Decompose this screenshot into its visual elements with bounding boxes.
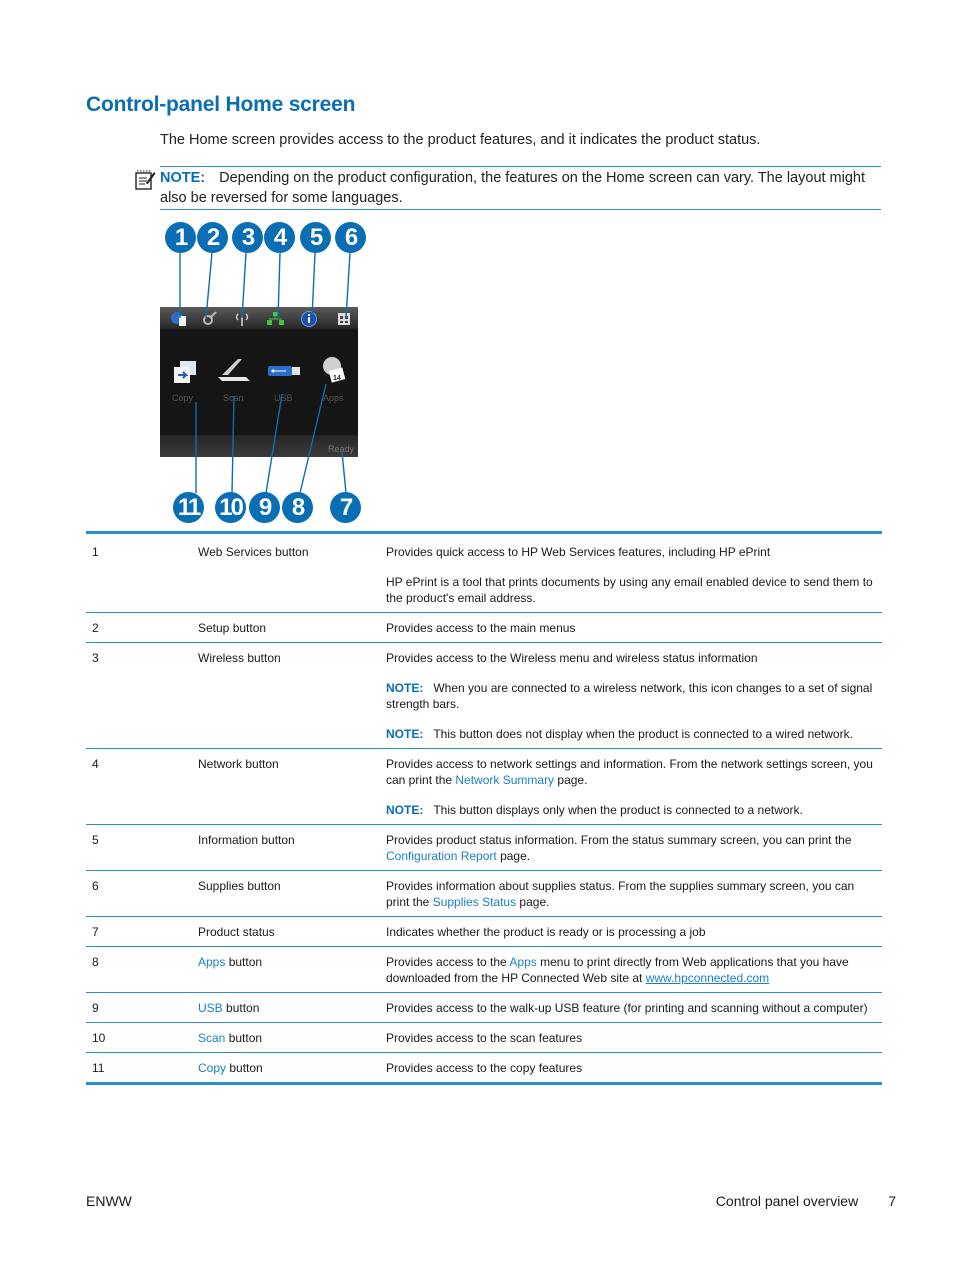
intro-text: The Home screen provides access to the product features, and it indicates the product status. [160, 132, 761, 148]
screen-label-copy: Copy [172, 393, 194, 403]
screen-label-scan: Scan [223, 393, 244, 403]
row-number: 5 [92, 833, 99, 847]
callout-6: 6 [335, 222, 366, 253]
row-number: 10 [92, 1031, 106, 1045]
callout-2: 2 [197, 222, 228, 253]
row-description: Provides product status information. From the status summary screen, you can print the Configuration Report page. [386, 833, 852, 863]
row-name: Scan button [198, 1031, 263, 1045]
row-name: Copy button [198, 1061, 263, 1075]
footer-doc-code: ENWW [86, 1193, 132, 1209]
row-number: 8 [92, 955, 99, 969]
callout-5: 5 [300, 222, 331, 253]
row-number: 9 [92, 1001, 99, 1015]
table-row [86, 1052, 882, 1082]
table-row [86, 870, 882, 916]
hpconnected-url-link[interactable]: www.hpconnected.com [645, 971, 770, 985]
row-name: Wireless button [198, 651, 281, 665]
callout-4: 4 [264, 222, 295, 253]
row-name: Product status [198, 925, 275, 939]
note-box [160, 166, 881, 210]
row-description: Provides access to the Wireless menu and wireless status information NOTE: When you are connected to a wireless network, this icon changes to a set of signal strength bars. NOTE: This button does not display when the product is connected to a wired network. [386, 651, 873, 741]
row-number: 11 [92, 1061, 105, 1075]
copy-link[interactable]: Copy [198, 1061, 227, 1075]
usb-link[interactable]: USB [198, 1001, 223, 1015]
note-label: NOTE: [386, 727, 424, 741]
network-summary-link[interactable]: Network Summary [455, 773, 555, 787]
note-label: NOTE: [160, 170, 206, 186]
row-description: Provides access to the copy features [386, 1061, 583, 1075]
table-row [86, 642, 882, 748]
row-number: 6 [92, 879, 99, 893]
table-row [86, 534, 882, 612]
page-number: 7 [888, 1193, 896, 1209]
callout-description-table [86, 531, 882, 1085]
callout-11: 11 [173, 492, 204, 523]
apps-menu-link[interactable]: Apps [509, 955, 537, 969]
table-row [86, 946, 882, 992]
row-number: 4 [92, 757, 99, 771]
footer-section-title: Control panel overview [715, 1193, 859, 1209]
footer-section [716, 1193, 896, 1209]
screen-label-apps: Apps [323, 393, 344, 403]
table-row [86, 992, 882, 1022]
table-row [86, 824, 882, 870]
row-name: Network button [198, 757, 279, 771]
row-description: Provides access to the scan features [386, 1031, 583, 1045]
row-description: Indicates whether the product is ready or is processing a job [386, 925, 706, 939]
callout-7: 7 [330, 492, 361, 523]
row-description: Provides access to the main menus [386, 621, 576, 635]
callout-9: 9 [249, 492, 280, 523]
table-row [86, 748, 882, 824]
row-number: 7 [92, 925, 99, 939]
note-text: Depending on the product configuration, the features on the Home screen can vary. The layout might also be reversed for some languages. [160, 170, 866, 206]
row-name: Setup button [198, 621, 267, 635]
table-row [86, 916, 882, 946]
table-row [86, 1022, 882, 1052]
row-number: 2 [92, 621, 99, 635]
row-name: Web Services button [198, 545, 309, 559]
scan-link[interactable]: Scan [198, 1031, 226, 1045]
apps-link[interactable]: Apps [198, 955, 226, 969]
row-name: Supplies button [198, 879, 281, 893]
callout-10: 10 [215, 492, 246, 523]
row-description: Provides information about supplies status. From the supplies summary screen, you can print the Supplies Status page. [386, 879, 855, 909]
row-number: 1 [92, 545, 99, 559]
row-description: Provides access to network settings and information. From the network settings screen, you can print the Network Summary page. NOTE: This button displays only when the product is connected to a network. [386, 757, 873, 817]
row-description: Provides access to the Apps menu to print directly from Web applications that you have downloaded from the HP Connected Web site at www.hpconnected.com [386, 955, 849, 985]
table-row [86, 612, 882, 642]
screen-label-usb: USB [274, 393, 293, 403]
page-heading: Control-panel Home screen [86, 93, 356, 116]
row-description: Provides access to the walk-up USB feature (for printing and scanning without a computer) [386, 1001, 868, 1015]
product-status-text: Ready [327, 444, 354, 454]
row-description: Provides quick access to HP Web Services features, including HP ePrint HP ePrint is a tool that prints documents by using any email enabled device to send them to the product's email address. [386, 545, 873, 605]
callout-1: 1 [165, 222, 196, 253]
svg-text:14: 14 [333, 375, 341, 382]
note-label: NOTE: [386, 681, 424, 695]
note-icon [134, 169, 156, 191]
row-name: Information button [198, 833, 295, 847]
row-number: 3 [92, 651, 99, 665]
note-label: NOTE: [386, 803, 424, 817]
control-panel-figure [160, 218, 380, 528]
supplies-status-link[interactable]: Supplies Status [432, 895, 517, 909]
configuration-report-link[interactable]: Configuration Report [386, 849, 497, 863]
row-name: USB button [198, 1001, 260, 1015]
row-name: Apps button [198, 955, 263, 969]
callout-8: 8 [282, 492, 313, 523]
callout-3: 3 [232, 222, 263, 253]
callout-leader-lines [160, 218, 380, 528]
